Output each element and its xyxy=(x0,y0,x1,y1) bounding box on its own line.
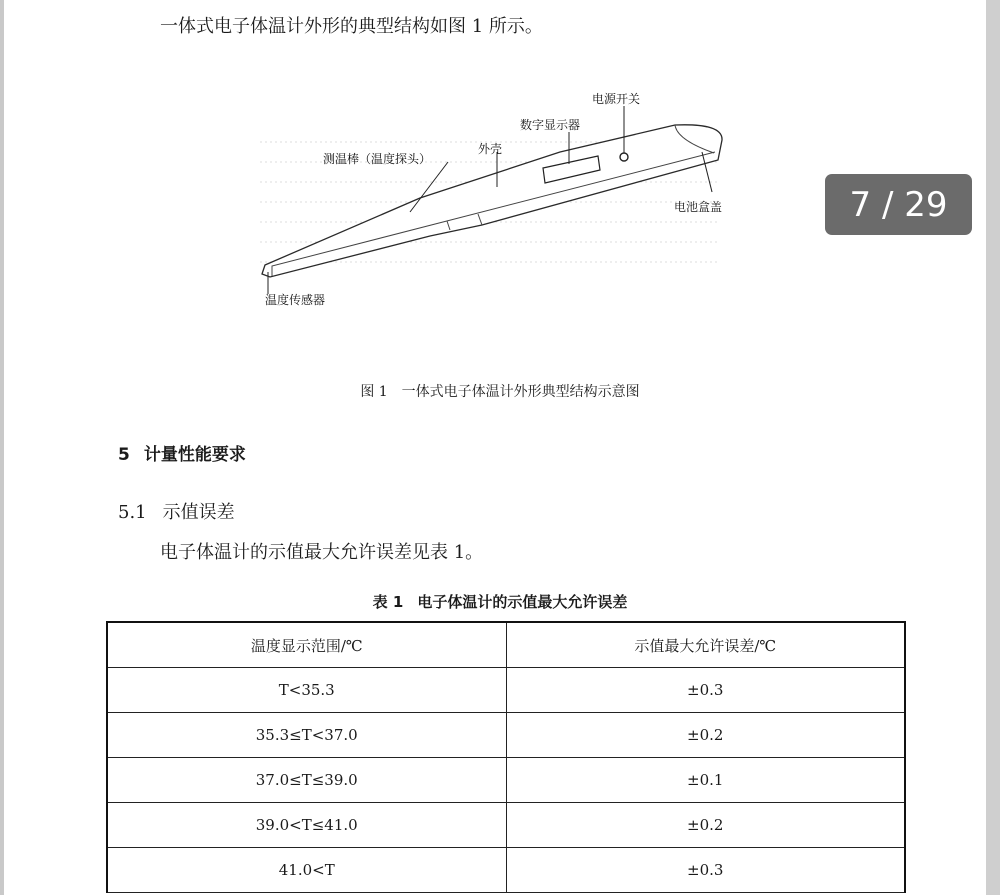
table-header-row xyxy=(107,622,905,668)
page-left-edge xyxy=(0,0,4,895)
label-display: 数字显示器 xyxy=(520,118,581,132)
table-row xyxy=(107,758,905,803)
label-sensor: 温度传感器 xyxy=(265,293,326,307)
table-caption-title: 电子体温计的示值最大允许误差 xyxy=(417,593,628,611)
label-battery-cover: 电池盒盖 xyxy=(674,200,723,214)
page-right-edge xyxy=(986,0,1000,895)
section-heading xyxy=(118,440,246,465)
table-row xyxy=(107,848,905,893)
header-temperature-range: 温度显示范围/℃ xyxy=(107,622,506,668)
range-cell: 41.0<T xyxy=(107,848,506,893)
section-number: 5 xyxy=(118,445,130,465)
error-table xyxy=(106,621,906,893)
table-caption-label: 表 1 xyxy=(372,593,404,611)
error-cell: ±0.3 xyxy=(506,668,905,713)
error-cell: ±0.2 xyxy=(506,713,905,758)
thermometer-figure xyxy=(250,80,750,320)
section-title: 计量性能要求 xyxy=(143,445,246,465)
table-row xyxy=(107,803,905,848)
header-max-error: 示值最大允许误差/℃ xyxy=(506,622,905,668)
range-cell: T<35.3 xyxy=(107,668,506,713)
intro-text: 一体式电子体温计外形的典型结构如图 1 所示。 xyxy=(160,16,543,37)
body-paragraph: 电子体温计的示值最大允许误差见表 1。 xyxy=(160,542,484,563)
error-cell: ±0.3 xyxy=(506,848,905,893)
table-row xyxy=(107,713,905,758)
range-cell: 35.3≤T<37.0 xyxy=(107,713,506,758)
error-cell: ±0.2 xyxy=(506,803,905,848)
page-indicator-badge: 7 / 29 xyxy=(825,174,972,235)
subsection-number: 5.1 xyxy=(118,502,147,523)
error-cell: ±0.1 xyxy=(506,758,905,803)
range-cell: 37.0≤T≤39.0 xyxy=(107,758,506,803)
figure-caption: 图 1 一体式电子体温计外形典型结构示意图 xyxy=(360,384,640,400)
label-power-switch: 电源开关 xyxy=(592,92,641,106)
subsection-title: 示值误差 xyxy=(162,502,235,523)
label-probe-rod: 测温棒（温度探头） xyxy=(323,152,432,166)
subsection-heading xyxy=(118,498,235,524)
label-shell: 外壳 xyxy=(478,142,503,156)
table-caption xyxy=(0,591,1000,612)
power-button xyxy=(620,153,628,161)
table-row xyxy=(107,668,905,713)
range-cell: 39.0<T≤41.0 xyxy=(107,803,506,848)
